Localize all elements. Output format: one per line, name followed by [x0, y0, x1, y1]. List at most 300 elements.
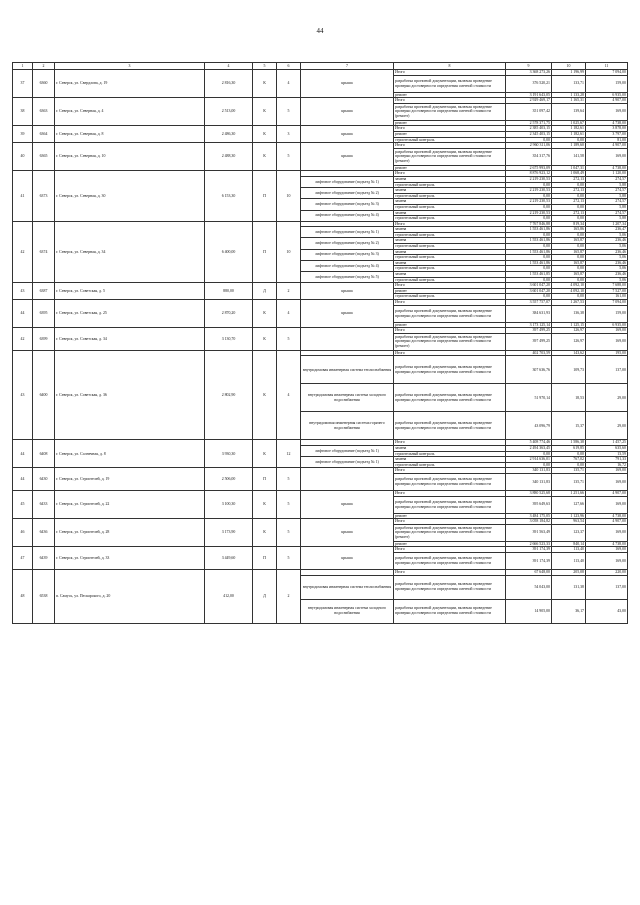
work-type: разработка проектной документации, включая проведение проверки достоверности определения сметной стоимости (ремонт): [394, 524, 506, 541]
object-id: 6363: [33, 98, 55, 126]
cost-limit: 5,88: [586, 204, 628, 210]
repair-object: внутридомовая инженерная система горячего водоснабжения: [301, 412, 394, 440]
repair-object: [301, 328, 394, 351]
cost-per-m2: 135,71: [552, 468, 586, 474]
work-type: строительный контроль: [394, 204, 506, 210]
work-type: разработка проектной документации, включая проведение проверки достоверности определения сметной стоимости: [394, 412, 506, 440]
cost-total: 5 408 774,46: [506, 440, 552, 446]
area: 2 816,30: [205, 70, 253, 98]
row-number: 44: [13, 300, 33, 328]
work-type: строительный контроль: [394, 232, 506, 238]
cost-per-m2: 36,17: [552, 599, 586, 623]
cost-per-m2: 1 251,66: [552, 490, 586, 496]
cost-limit: 7 688,00: [586, 283, 628, 289]
cost-limit: 3 797,00: [586, 131, 628, 137]
repair-object: лифтовое оборудование (подъезд № 4): [301, 210, 394, 221]
cost-limit: 169,00: [586, 524, 628, 541]
work-type: разработка проектной документации, включая проведение проверки достоверности определения сметной стоимости (ремонт): [394, 148, 506, 165]
cost-total: 1 553 461,86: [506, 249, 552, 255]
table-row: [13, 143, 628, 149]
row-number: 37: [13, 70, 33, 98]
table-row: [13, 126, 628, 132]
work-type: ремонт: [394, 322, 506, 328]
cost-total: 0,00: [506, 182, 552, 188]
floors: 12: [277, 440, 301, 468]
address: г. Северск, ул. Свердлова, д. 19: [55, 70, 205, 98]
cost-limit: 274,57: [586, 188, 628, 194]
cost-total: 3 173 125,14: [506, 322, 552, 328]
cost-total: 0,00: [506, 255, 552, 261]
work-type: разработка проектной документации, включая проведение проверки достоверности определения сметной стоимости (ремонт): [394, 103, 506, 120]
repair-object: внутридомовая инженерная система холодного водоснабжения: [301, 384, 394, 412]
work-type: строительный контроль: [394, 193, 506, 199]
cost-per-m2: 1 586,38: [552, 440, 586, 446]
cost-limit: 4 738,00: [586, 120, 628, 126]
cost-per-m2: 126,97: [552, 333, 586, 350]
cost-total: 3 880 525,68: [506, 490, 552, 496]
cost-limit: 6 935,00: [586, 92, 628, 98]
cost-total: 3 191 643,05: [506, 92, 552, 98]
house-type: К: [253, 440, 277, 468]
work-type: Итого: [394, 440, 506, 446]
repair-object: внутридомовая инженерная система теплоснабжения: [301, 356, 394, 384]
row-number: 46: [13, 519, 33, 547]
house-type: К: [253, 490, 277, 518]
column-header: 10: [552, 63, 586, 70]
cost-limit: 791,33: [586, 457, 628, 463]
cost-total: 384 631,93: [506, 305, 552, 322]
repair-object: внутридомовая инженерная система холодного водоснабжения: [301, 599, 394, 623]
object-id: 6395: [33, 300, 55, 328]
address: п. Самусь, ул. Пескарского, д. 20: [55, 569, 205, 623]
floors: 10: [277, 171, 301, 221]
work-type: замена: [394, 272, 506, 278]
work-type: разработка проектной документации, включая проведение проверки достоверности определения сметной стоимости: [394, 575, 506, 599]
object-id: 6436: [33, 519, 55, 547]
address: г. Северск, ул. Строителей, д. 33: [55, 547, 205, 570]
floors: 2: [277, 283, 301, 300]
work-type: ремонт: [394, 131, 506, 137]
work-type: Итого: [394, 547, 506, 553]
cost-limit: 159,00: [586, 75, 628, 92]
cost-total: 51 970,14: [506, 384, 552, 412]
work-type: ремонт: [394, 288, 506, 294]
cost-per-m2: 767,02: [552, 457, 586, 463]
cost-total: 1 553 461,86: [506, 260, 552, 266]
cost-total: 402 703,59: [506, 350, 552, 356]
house-type: К: [253, 126, 277, 143]
cost-per-m2: 619,85: [552, 445, 586, 451]
cost-per-m2: 141,58: [552, 148, 586, 165]
floors: 4: [277, 350, 301, 440]
cost-limit: 137,00: [586, 356, 628, 384]
area: 2 513,00: [205, 98, 253, 126]
object-id: 6399: [33, 328, 55, 351]
repair-object: крыша: [301, 300, 394, 328]
table-row: [13, 283, 628, 289]
repair-object: лифтовое оборудование (подъезд № 1): [301, 176, 394, 187]
object-id: 6408: [33, 440, 55, 468]
cost-limit: 274,57: [586, 199, 628, 205]
object-id: 6439: [33, 547, 55, 570]
cost-total: 0,00: [506, 193, 552, 199]
cost-total: 340 131,83: [506, 473, 552, 490]
cost-per-m2: 0,00: [552, 266, 586, 272]
address: г. Северск, ул. Строителей, д. 28: [55, 519, 205, 547]
cost-per-m2: 0,00: [552, 462, 586, 468]
cost-total: 2 578 371,75: [506, 120, 552, 126]
cost-total: 0,00: [506, 232, 552, 238]
repair-object: крыша: [301, 126, 394, 143]
work-type: Итого: [394, 350, 506, 356]
object-id: 6365: [33, 143, 55, 171]
floors: 2: [277, 569, 301, 623]
work-type: Итого: [394, 328, 506, 334]
work-type: ремонт: [394, 541, 506, 547]
cost-per-m2: 4 092,10: [552, 288, 586, 294]
work-type: замена: [394, 227, 506, 233]
cost-total: 395 649,63: [506, 496, 552, 513]
cost-total: 8 876 923,12: [506, 171, 552, 177]
repair-object: крыша: [301, 70, 394, 98]
cost-total: 0,00: [506, 204, 552, 210]
cost-limit: 5,06: [586, 266, 628, 272]
work-type: строительный контроль: [394, 216, 506, 222]
cost-limit: 161,00: [586, 294, 628, 300]
cost-limit: 5,88: [586, 182, 628, 188]
cost-total: 0,00: [506, 451, 552, 457]
house-type: К: [253, 328, 277, 351]
house-type: Д: [253, 569, 277, 623]
cost-limit: 4 738,00: [586, 541, 628, 547]
work-type: замена: [394, 210, 506, 216]
cost-per-m2: 272,13: [552, 176, 586, 182]
cost-total: 67 648,00: [506, 569, 552, 575]
object-id: 6430: [33, 468, 55, 491]
cost-limit: 169,00: [586, 328, 628, 334]
object-id: 6364: [33, 126, 55, 143]
cost-per-m2: 18,53: [552, 384, 586, 412]
cost-total: 1 553 461,86: [506, 238, 552, 244]
table-row: [13, 300, 628, 306]
cost-per-m2: 0,00: [552, 244, 586, 250]
cost-limit: 169,00: [586, 468, 628, 474]
cost-limit: 236,46: [586, 260, 628, 266]
work-type: замена: [394, 457, 506, 463]
cost-limit: 1 207,34: [586, 221, 628, 227]
area: 3 100,30: [205, 490, 253, 518]
cost-limit: 13,59: [586, 451, 628, 457]
cost-limit: 29,00: [586, 412, 628, 440]
cost-total: 0,00: [506, 462, 552, 468]
cost-per-m2: 1 196,99: [552, 70, 586, 76]
row-number: 40: [13, 143, 33, 171]
floors: 5: [277, 328, 301, 351]
cost-per-m2: 272,13: [552, 188, 586, 194]
floors: 5: [277, 143, 301, 171]
table-row: [13, 468, 628, 474]
cost-total: 2 385 403,15: [506, 126, 552, 132]
cost-total: 0,00: [506, 137, 552, 143]
cost-per-m2: 0,00: [552, 294, 586, 300]
work-type: Итого: [394, 490, 506, 496]
cost-per-m2: 0,00: [552, 193, 586, 199]
cost-limit: 159,00: [586, 305, 628, 322]
cost-per-m2: 840,14: [552, 541, 586, 547]
object-id: 6373: [33, 171, 55, 221]
house-type: К: [253, 300, 277, 328]
area: 3 130,70: [205, 328, 253, 351]
cost-per-m2: 165,87: [552, 249, 586, 255]
cost-per-m2: 1 182,61: [552, 126, 586, 132]
cost-total: 391 174,39: [506, 547, 552, 553]
repair-object: крыша: [301, 519, 394, 547]
table-row: [13, 70, 628, 76]
repair-object: лифтовое оборудование (подъезд № 3): [301, 199, 394, 210]
cost-total: 2 960 311,06: [506, 143, 552, 149]
cost-limit: 7 094,00: [586, 300, 628, 306]
cost-per-m2: 1 025,67: [552, 120, 586, 126]
row-number: 41: [13, 171, 33, 221]
object-id: 6360: [33, 70, 55, 98]
floors: 5: [277, 519, 301, 547]
address: г. Северск, ул. Советская, д. 25: [55, 300, 205, 328]
house-type: К: [253, 519, 277, 547]
row-number: 42: [13, 221, 33, 283]
cost-per-m2: 0,00: [552, 204, 586, 210]
cost-limit: 1 457,25: [586, 440, 628, 446]
work-type: Итого: [394, 283, 506, 289]
area: 2 506,00: [205, 468, 253, 491]
cost-total: 2 219 230,53: [506, 176, 552, 182]
cost-total: 2 929 469,17: [506, 98, 552, 104]
work-type: ремонт: [394, 120, 506, 126]
cost-limit: 4 738,00: [586, 165, 628, 171]
row-number: 44: [13, 440, 33, 468]
work-type: замена: [394, 176, 506, 182]
object-id: 6538: [33, 569, 55, 623]
cost-per-m2: 127,66: [552, 496, 586, 513]
work-type: разработка проектной документации, включая проведение проверки достоверности определения сметной стоимости: [394, 305, 506, 322]
cost-total: 397 499,25: [506, 328, 552, 334]
cost-limit: 236,46: [586, 238, 628, 244]
cost-per-m2: 113,40: [552, 552, 586, 569]
cost-limit: 5,06: [586, 244, 628, 250]
column-header: 11: [586, 63, 628, 70]
cost-limit: 220,00: [586, 569, 628, 575]
cost-per-m2: 165,87: [552, 260, 586, 266]
cost-total: 7 767 846,88: [506, 221, 552, 227]
cost-limit: 4 907,00: [586, 519, 628, 525]
cost-total: 351 097,42: [506, 103, 552, 120]
cost-per-m2: 0,00: [552, 451, 586, 457]
cost-total: 0,00: [506, 277, 552, 283]
cost-per-m2: 1 125,15: [552, 322, 586, 328]
cost-per-m2: 1 267,53: [552, 300, 586, 306]
area: 2 802,90: [205, 350, 253, 440]
cost-total: 2 666 523,33: [506, 541, 552, 547]
house-type: П: [253, 547, 277, 570]
cost-limit: 4 738,00: [586, 513, 628, 519]
repair-object: лифтовое оборудование (подъезд № 1): [301, 457, 394, 468]
cost-total: 0,00: [506, 244, 552, 250]
house-type: П: [253, 468, 277, 491]
cost-per-m2: 4 092,10: [552, 283, 586, 289]
cost-total: 14 905,00: [506, 599, 552, 623]
work-type: Итого: [394, 171, 506, 177]
object-id: 6433: [33, 490, 55, 518]
cost-per-m2: 0,00: [552, 182, 586, 188]
area: 880,00: [205, 283, 253, 300]
row-number: 39: [13, 126, 33, 143]
row-number: 43: [13, 283, 33, 300]
address: г. Северск, ул. Строителей, д. 22: [55, 490, 205, 518]
cost-per-m2: 819,34: [552, 221, 586, 227]
cost-per-m2: 136,38: [552, 305, 586, 322]
work-type: Итого: [394, 221, 506, 227]
cost-limit: 29,00: [586, 384, 628, 412]
cost-limit: 274,57: [586, 210, 628, 216]
cost-limit: 7 094,00: [586, 70, 628, 76]
cost-total: 391 563,49: [506, 524, 552, 541]
cost-per-m2: 133,71: [552, 75, 586, 92]
work-type: разработка проектной документации, включая проведение проверки достоверности определения сметной стоимости: [394, 496, 506, 513]
work-type: замена: [394, 188, 506, 194]
column-header: 9: [506, 63, 552, 70]
work-type: разработка проектной документации, включая проведение проверки достоверности определения сметной стоимости: [394, 356, 506, 384]
address: г. Северск, ул. Северная, д. 10: [55, 143, 205, 171]
cost-per-m2: 113,40: [552, 547, 586, 553]
cost-per-m2: 165,87: [552, 272, 586, 278]
area: 3 449,60: [205, 547, 253, 570]
cost-per-m2: 1 189,60: [552, 143, 586, 149]
row-number: 42: [13, 328, 33, 351]
cost-limit: 6 935,00: [586, 322, 628, 328]
cost-per-m2: 0,00: [552, 137, 586, 143]
cost-per-m2: 272,13: [552, 199, 586, 205]
work-type: замена: [394, 260, 506, 266]
table-row: [13, 328, 628, 334]
house-type: К: [253, 98, 277, 126]
cost-per-m2: 0,00: [552, 277, 586, 283]
table-row: [13, 519, 628, 525]
table-row: [13, 547, 628, 553]
cost-limit: 169,00: [586, 496, 628, 513]
work-type: замена: [394, 445, 506, 451]
cost-limit: 16,72: [586, 462, 628, 468]
object-id: 6387: [33, 283, 55, 300]
cost-per-m2: 143,62: [552, 350, 586, 356]
cost-per-m2: 126,97: [552, 328, 586, 334]
cost-per-m2: 139,64: [552, 103, 586, 120]
cost-limit: 236,46: [586, 249, 628, 255]
house-type: П: [253, 221, 277, 283]
work-type: разработка проектной документации, включая проведение проверки достоверности определения сметной стоимости: [394, 473, 506, 490]
row-number: 48: [13, 569, 33, 623]
cost-limit: 3 878,00: [586, 126, 628, 132]
work-type: строительный контроль: [394, 451, 506, 457]
cost-limit: 236,46: [586, 272, 628, 278]
cost-limit: 4 907,00: [586, 98, 628, 104]
work-type: строительный контроль: [394, 294, 506, 300]
work-type: Итого: [394, 519, 506, 525]
area: 6 153,30: [205, 171, 253, 221]
cost-limit: 169,00: [586, 103, 628, 120]
cost-total: 1 553 461,86: [506, 227, 552, 233]
cost-total: 3 058 184,82: [506, 519, 552, 525]
work-type: разработка проектной документации, включая проведение проверки достоверности определения сметной стоимости (ремонт): [394, 333, 506, 350]
cost-limit: 5,06: [586, 255, 628, 261]
cost-total: 340 131,83: [506, 468, 552, 474]
repair-object: крыша: [301, 98, 394, 126]
repair-object: крыша: [301, 143, 394, 171]
repair-object: лифтовое оборудование (подъезд № 4): [301, 260, 394, 271]
house-type: Д: [253, 283, 277, 300]
cost-total: 2 914 636,01: [506, 457, 552, 463]
capital-repair-table: [12, 62, 628, 624]
cost-total: 1 553 461,85: [506, 272, 552, 278]
house-type: К: [253, 143, 277, 171]
cost-limit: 137,00: [586, 575, 628, 599]
work-type: ремонт: [394, 513, 506, 519]
work-type: строительный контроль: [394, 462, 506, 468]
work-type: замена: [394, 199, 506, 205]
cost-total: 43 096,79: [506, 412, 552, 440]
cost-total: 3 484 175,05: [506, 513, 552, 519]
work-type: строительный контроль: [394, 137, 506, 143]
cost-total: 2 345 403,15: [506, 131, 552, 137]
repair-object: лифтовое оборудование (подъезд № 1): [301, 445, 394, 456]
column-header: 4: [205, 63, 253, 70]
cost-total: 2 494 363,45: [506, 445, 552, 451]
address: г. Северск, ул. Северная, д. 4: [55, 98, 205, 126]
cost-limit: 4 907,00: [586, 143, 628, 149]
cost-total: 397 499,25: [506, 333, 552, 350]
floors: 4: [277, 70, 301, 98]
cost-limit: 169,00: [586, 148, 628, 165]
cost-total: 2 219 230,53: [506, 210, 552, 216]
address: г. Северск, ул. Советская, д. 5: [55, 283, 205, 300]
cost-per-m2: 109,73: [552, 356, 586, 384]
object-id: 6400: [33, 350, 55, 440]
column-header: 7: [301, 63, 394, 70]
work-type: строительный контроль: [394, 244, 506, 250]
area: 2 486,30: [205, 126, 253, 143]
work-type: разработка проектной документации, включая проведение проверки достоверности определения сметной стоимости: [394, 75, 506, 92]
address: г. Северск, ул. Северная, д. 34: [55, 221, 205, 283]
work-type: Итого: [394, 143, 506, 149]
column-header: 5: [253, 63, 277, 70]
cost-per-m2: 135,71: [552, 473, 586, 490]
cost-per-m2: 123,37: [552, 524, 586, 541]
cost-per-m2: 1 123,96: [552, 513, 586, 519]
work-type: разработка проектной документации, включая проведение проверки достоверности определения сметной стоимости: [394, 599, 506, 623]
cost-per-m2: 165,87: [552, 238, 586, 244]
area: 2 488,30: [205, 143, 253, 171]
repair-object: лифтовое оборудование (подъезд № 1): [301, 227, 394, 238]
cost-limit: 236,47: [586, 227, 628, 233]
cost-total: 3 557 757,07: [506, 300, 552, 306]
work-type: Итого: [394, 70, 506, 76]
table-row: [13, 98, 628, 104]
area: 6 400,00: [205, 221, 253, 283]
area: 3 173,90: [205, 519, 253, 547]
work-type: Итого: [394, 300, 506, 306]
house-type: П: [253, 171, 277, 221]
cost-total: 54 043,00: [506, 575, 552, 599]
repair-object: лифтовое оборудование (подъезд № 3): [301, 249, 394, 260]
cost-total: 0,00: [506, 294, 552, 300]
